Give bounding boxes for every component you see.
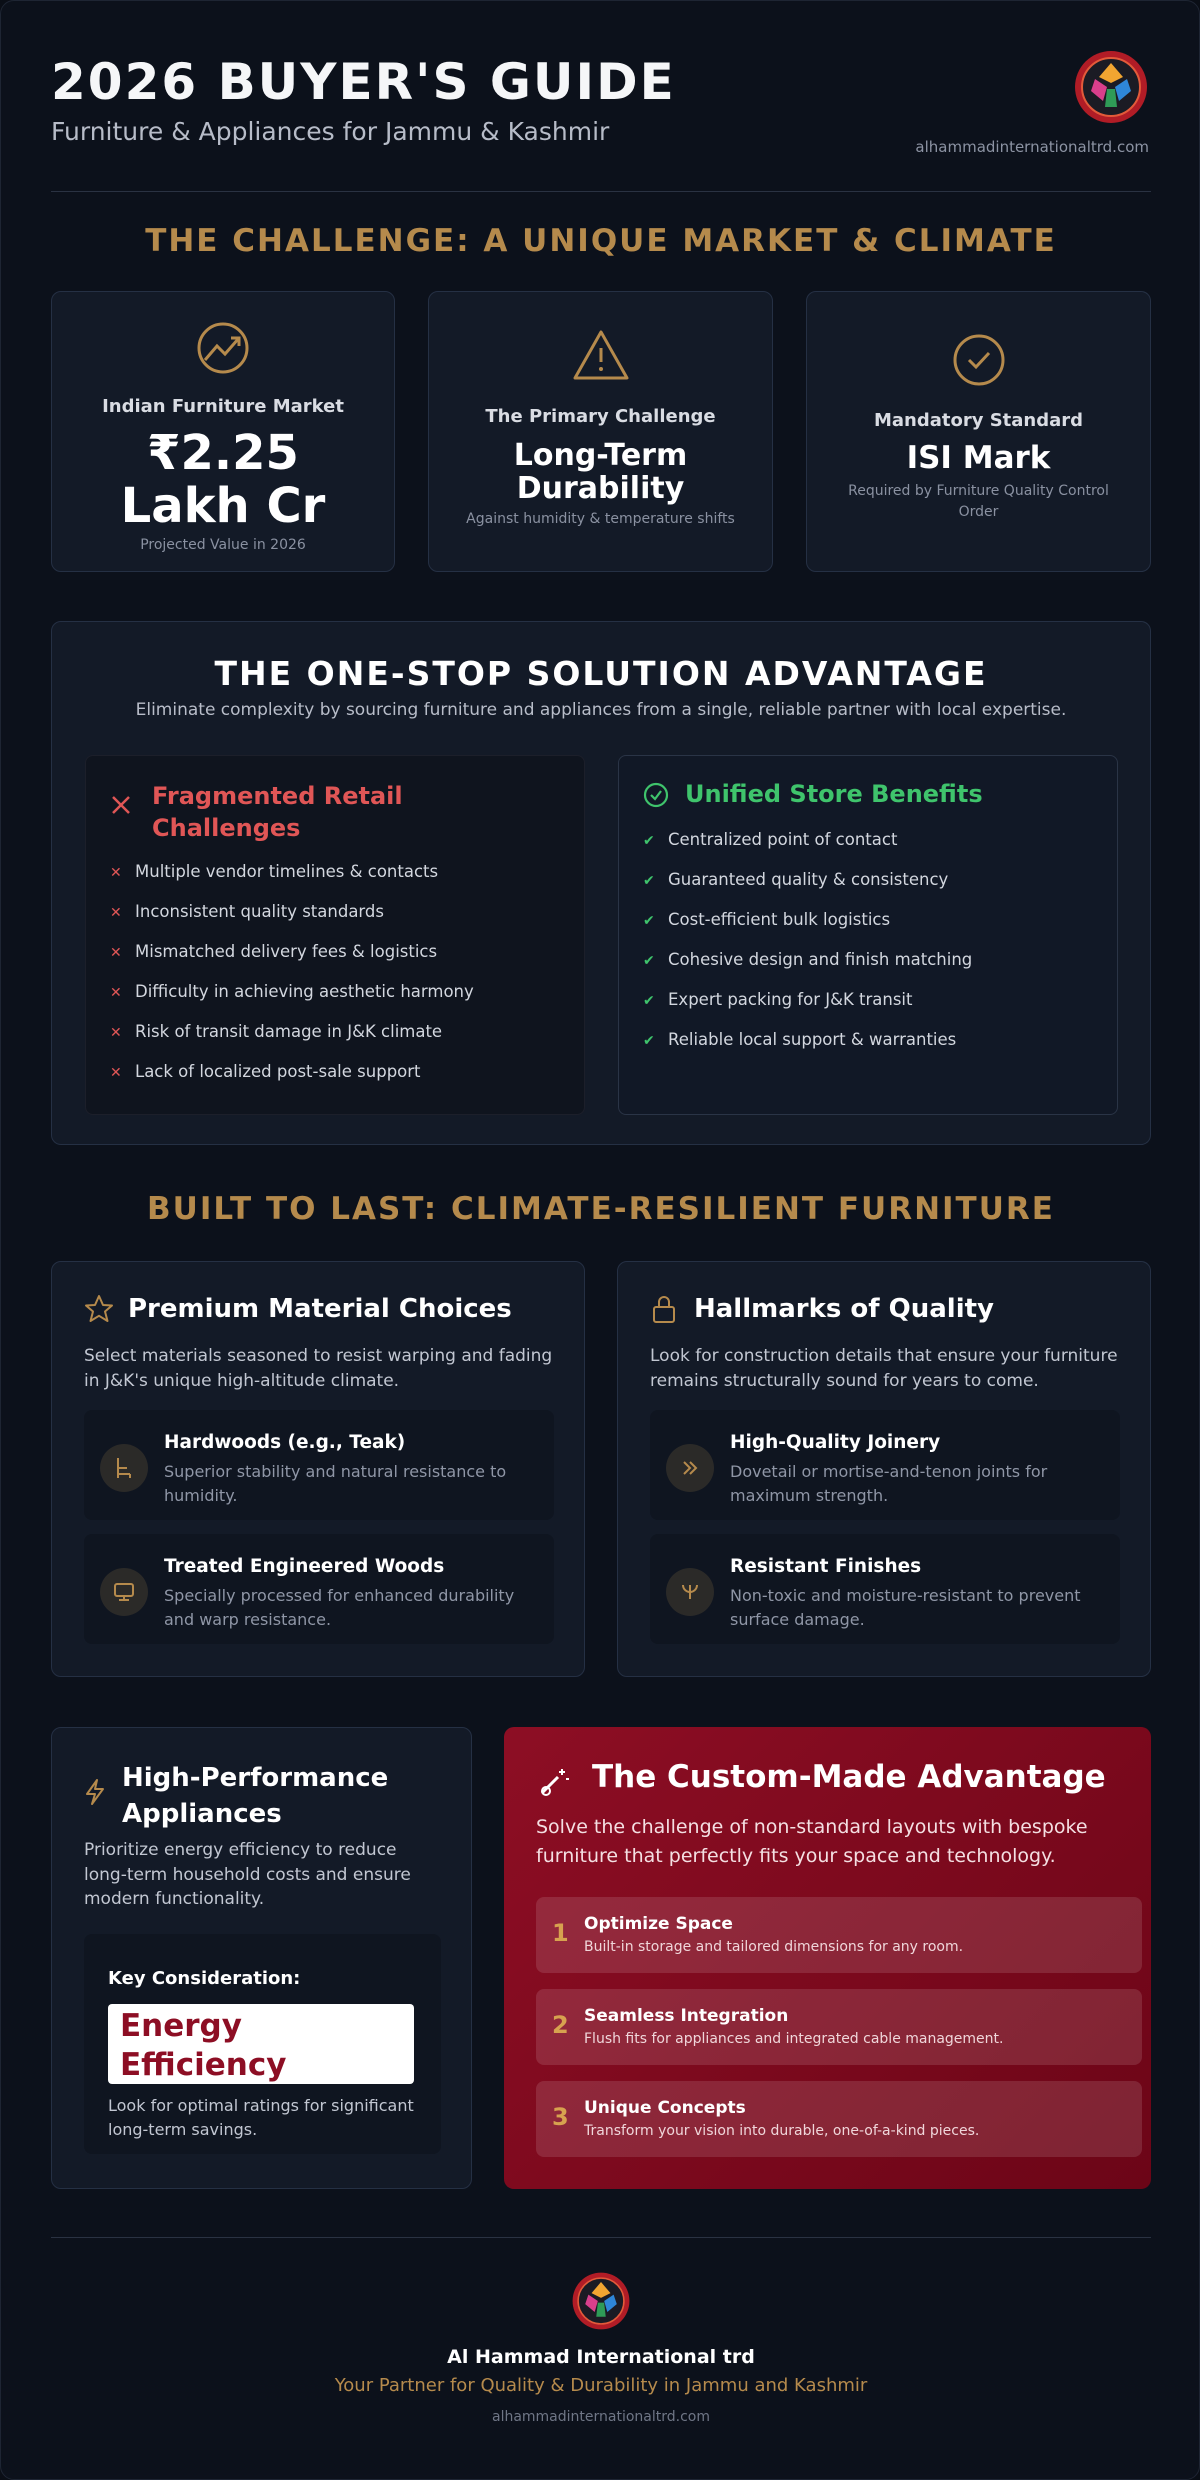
- stat-card-market: [51, 291, 395, 572]
- list-item: ✔ Reliable local support & warranties: [643, 1030, 957, 1049]
- list-item: ✕ Risk of transit damage in J&K climate: [110, 1022, 443, 1041]
- custom-description: Solve the challenge of non-standard layouts with bespoke furniture that perfectly fits your space and technology.: [536, 1816, 1088, 1867]
- list-item: ✔ Centralized point of contact: [643, 830, 898, 849]
- magic-wand-icon: [536, 1765, 570, 1803]
- star-icon: [84, 1294, 114, 1328]
- step-number: 2: [552, 2011, 569, 2039]
- stat-label: The Primary Challenge: [485, 406, 716, 427]
- stat-label: Indian Furniture Market: [102, 396, 344, 417]
- list-item: ✕ Mismatched delivery fees & logistics: [110, 942, 438, 961]
- check-icon: ✔: [643, 953, 655, 969]
- quality-item: [650, 1534, 1120, 1644]
- unified-title: Unified Store Benefits: [685, 780, 983, 808]
- material-item-title: Hardwoods (e.g., Teak): [164, 1432, 406, 1453]
- stat-note: Projected Value in 2026: [140, 536, 306, 553]
- appliances-card: [51, 1727, 472, 2189]
- stat-value: ISI Mark: [906, 440, 1051, 476]
- solution-title: THE ONE-STOP SOLUTION ADVANTAGE: [214, 654, 988, 693]
- footer-tagline: Your Partner for Quality & Durability in Jammu and Kashmir: [334, 2375, 868, 2396]
- materials-title: Premium Material Choices: [128, 1294, 512, 1324]
- check-icon: ✔: [643, 833, 655, 849]
- list-item: ✔ Cost-efficient bulk logistics: [643, 910, 891, 929]
- x-icon: ✕: [110, 1065, 122, 1081]
- material-item: [84, 1534, 554, 1644]
- quality-item-description: Non-toxic and moisture-resistant to prevent surface damage.: [730, 1586, 1081, 1629]
- x-icon: ✕: [110, 985, 122, 1001]
- quality-title: Hallmarks of Quality: [694, 1294, 994, 1324]
- footer-url[interactable]: alhammadinternationaltrd.com: [491, 2409, 710, 2425]
- check-icon: ✔: [643, 873, 655, 889]
- quality-description: Look for construction details that ensure your furniture remains structurally sound for years to come.: [650, 1346, 1118, 1391]
- footer-logo: [571, 2271, 631, 2331]
- appliances-description: Prioritize energy efficiency to reduce long-term household costs and ensure modern functionality.: [84, 1840, 411, 1910]
- check-icon: ✔: [643, 1033, 655, 1049]
- quality-item-title: High-Quality Joinery: [730, 1432, 941, 1453]
- stat-card-standard: [806, 291, 1151, 572]
- quality-card: [617, 1261, 1151, 1677]
- x-icon: ✕: [110, 1025, 122, 1041]
- check-icon: ✔: [643, 993, 655, 1009]
- header-url[interactable]: alhammadinternationaltrd.com: [915, 138, 1149, 156]
- company-logo: [1073, 49, 1149, 125]
- material-item-description: Specially processed for enhanced durability and warp resistance.: [164, 1586, 515, 1629]
- appliances-title: High-Performance Appliances: [122, 1763, 389, 1830]
- materials-description: Select materials seasoned to resist warping and fading in J&K's unique high-altitude climate.: [84, 1346, 553, 1391]
- step-title: Optimize Space: [584, 1914, 733, 1934]
- stat-note: Required by Furniture Quality Control Order: [848, 483, 1109, 521]
- step-description: Built-in storage and tailored dimensions for any room.: [584, 1939, 964, 1955]
- step-description: Flush fits for appliances and integrated cable management.: [584, 2031, 1004, 2047]
- unified-box: [618, 755, 1118, 1115]
- x-icon: ✕: [110, 905, 122, 921]
- material-item-description: Superior stability and natural resistance to humidity.: [164, 1462, 507, 1505]
- check-circle-icon: [807, 332, 1150, 388]
- unified-list: [643, 830, 972, 1070]
- stat-note: Against humidity & temperature shifts: [466, 511, 735, 527]
- key-label: Key Consideration:: [108, 1968, 301, 1989]
- step-title: Seamless Integration: [584, 2006, 789, 2026]
- material-item-title: Treated Engineered Woods: [164, 1556, 445, 1577]
- trend-up-icon: [52, 320, 394, 376]
- divider: [51, 191, 1151, 192]
- lightning-icon: [84, 1778, 106, 1810]
- fragmented-box: [85, 755, 585, 1115]
- divider: [51, 2237, 1151, 2238]
- custom-step: [536, 2081, 1142, 2157]
- custom-card: [504, 1727, 1151, 2189]
- warning-icon: [429, 328, 772, 384]
- double-chevron-icon: [666, 1444, 714, 1492]
- x-icon: ✕: [110, 865, 122, 881]
- step-title: Unique Concepts: [584, 2098, 746, 2118]
- chair-icon: [100, 1444, 148, 1492]
- solution-panel: [51, 621, 1151, 1145]
- material-item: [84, 1410, 554, 1520]
- list-item: ✔ Cohesive design and finish matching: [643, 950, 973, 969]
- custom-step: [536, 1989, 1142, 2065]
- check-icon: ✔: [643, 913, 655, 929]
- step-number: 3: [552, 2103, 569, 2131]
- list-item: ✕ Multiple vendor timelines & contacts: [110, 862, 439, 881]
- stat-value: Long-Term Durability: [513, 438, 688, 506]
- key-note: Look for optimal ratings for significant long-term savings.: [108, 2096, 414, 2139]
- page-subtitle: Furniture & Appliances for Jammu & Kashmir: [51, 117, 610, 146]
- close-icon: [110, 794, 132, 820]
- brush-icon: [666, 1568, 714, 1616]
- built-title: BUILT TO LAST: CLIMATE-RESILIENT FURNITURE: [147, 1191, 1055, 1227]
- stat-value: ₹2.25 Lakh Cr: [120, 425, 326, 534]
- stat-card-challenge: [428, 291, 773, 572]
- step-number: 1: [552, 1919, 569, 1947]
- panel-icon: [100, 1568, 148, 1616]
- list-item: ✔ Guaranteed quality & consistency: [643, 870, 949, 889]
- list-item: ✔ Expert packing for J&K transit: [643, 990, 913, 1009]
- materials-card: [51, 1261, 585, 1677]
- list-item: ✕ Inconsistent quality standards: [110, 902, 384, 921]
- x-icon: ✕: [110, 945, 122, 961]
- key-consideration-box: [84, 1934, 441, 2154]
- custom-title: The Custom-Made Advantage: [592, 1759, 1106, 1795]
- page-title: 2026 BUYER'S GUIDE: [51, 53, 676, 111]
- lock-icon: [650, 1294, 678, 1328]
- key-value: Energy Efficiency: [108, 2004, 414, 2084]
- challenge-title: THE CHALLENGE: A UNIQUE MARKET & CLIMATE: [145, 223, 1057, 259]
- fragmented-title: Fragmented Retail Challenges: [152, 782, 403, 843]
- custom-step: [536, 1897, 1142, 1973]
- footer-company: Al Hammad International trd: [447, 2346, 755, 2368]
- quality-item: [650, 1410, 1120, 1520]
- list-item: ✕ Lack of localized post-sale support: [110, 1062, 421, 1081]
- quality-item-title: Resistant Finishes: [730, 1556, 922, 1577]
- check-circle-icon: [643, 782, 669, 812]
- step-description: Transform your vision into durable, one-of-a-kind pieces.: [584, 2123, 980, 2139]
- stat-label: Mandatory Standard: [873, 410, 1084, 431]
- solution-description: Eliminate complexity by sourcing furniture and appliances from a single, reliable partner with local expertise.: [135, 700, 1067, 720]
- fragmented-list: [110, 862, 474, 1102]
- list-item: ✕ Difficulty in achieving aesthetic harmony: [110, 982, 474, 1001]
- quality-item-description: Dovetail or mortise-and-tenon joints for maximum strength.: [730, 1462, 1048, 1505]
